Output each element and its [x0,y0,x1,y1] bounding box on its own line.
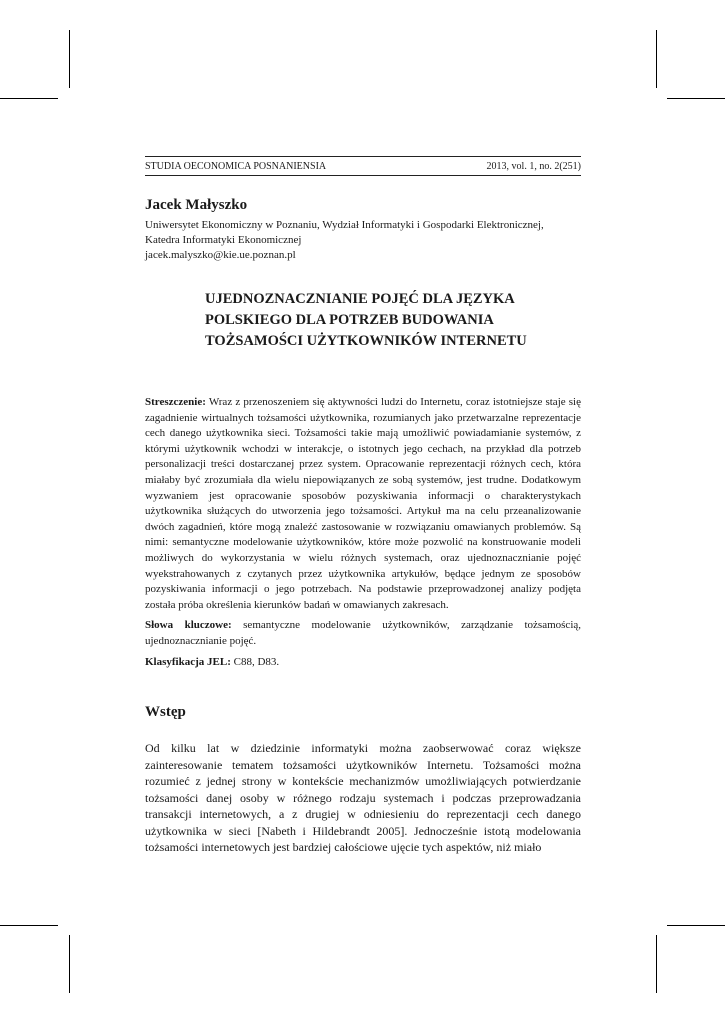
keywords-paragraph [145,618,581,649]
jel-paragraph [145,655,581,671]
header-rule-bottom [145,175,581,176]
jel-text: C88, D83. [233,655,280,668]
section-heading: Wstęp [145,704,186,720]
abstract-block [145,395,581,670]
abstract-text: Wraz z przenoszeniem się aktywności ludzi do Internetu, coraz istotniejsze staje się zagadnienie wirtualnych tożsamości użytkownika, rozumianych jako przetwarzalne reprezentacje cech danego użytkownika sieci. Tożsamości takie mają umożliwić powiadamianie systemów, z którymi użytkownik wchodzi w interakcje, o istotnych jego cechach, na przykład dla potrzeb personalizacji treści dostarczanej przez system. Opracowanie reprezentacji różnych cech, która miałaby być zrozumiała dla wielu niepowiązanych ze sobą systemów, jest trudne. Dodatkowym wyzwaniem jest opracowanie sposobów pozyskiwania informacji o charakterystykach użytkownika służących do utworzenia jego tożsamości. Artykuł ma na celu przeanalizowanie dwóch zagadnień, które mogą znaleźć zastosowanie w rozwiązaniu omawianych problemów. Są nimi: semantyczne modelowanie użytkowników, które może pozwolić na konstruowanie modeli możliwych do wykorzystania w wielu różnych systemach, oraz ujednoznacznianie pojęć wyekstrahowanych z czytanych przez użytkownika artykułów, będące jednym ze sposobów pozyskiwania informacji o jego potrzebach. Na podstawie przeprowadzonej analizy podjęta została próba określenia kierunków badań w omawianych zakresach. [145,396,581,611]
keywords-label: Słowa kluczowe: [145,619,232,632]
crop-mark-bottom-left [69,935,70,993]
journal-name: STUDIA OECONOMICA POSNANIENSIA [145,161,327,172]
running-header [145,160,581,173]
title-line-2: POLSKIEGO DLA POTRZEB BUDOWANIA [205,312,494,328]
title-line-3: TOŻSAMOŚCI UŻYTKOWNIKÓW INTERNETU [205,333,527,349]
affiliation-line-1: Uniwersytet Ekonomiczny w Poznaniu, Wydział Informatyki i Gospodarki Elektronicznej, [145,219,544,231]
title-line-1: UJEDNOZNACZNIANIE POJĘĆ DLA JĘZYKA [205,291,515,307]
affiliation-line-2: Katedra Informatyki Ekonomicznej [145,234,302,246]
crop-mark-top-right-h [667,98,725,99]
abstract-paragraph [145,395,581,613]
section-body: Od kilku lat w dziedzinie informatyki można zaobserwować coraz większe zainteresowanie tematem tożsamości użytkowników Internetu. Tożsamości można rozumieć z jednej strony w kontekście mechanizmów umożliwiających potwierdzanie tożsamości danej osoby w różnego rodzaju systemach i podczas przeprowadzania transakcji internetowych, a z drugiej w odniesieniu do reprezentacji cech danego użytkownika w sieci [Nabeth i Hildebrandt 2005]. Jednocześnie istotą modelowania tożsamości internetowych jest bardziej całościowe ujęcie tych aspektów, niż miało [145,741,581,854]
crop-mark-top-left-h [0,98,58,99]
crop-mark-top-left [69,30,70,88]
crop-mark-top-right [656,30,657,88]
author-name: Jacek Małyszko [145,197,248,213]
issue-info: 2013, vol. 1, no. 2(251) [486,161,581,172]
abstract-label: Streszczenie: [145,396,206,408]
crop-mark-bottom-right-h [667,925,725,926]
crop-mark-bottom-right [656,935,657,993]
author-email: jacek.malyszko@kie.ue.poznan.pl [145,249,296,261]
jel-label: Klasyfikacja JEL: [145,655,231,668]
author-affiliation [145,218,581,263]
header-rule-top [145,156,581,157]
keywords-text: semantyczne modelowanie użytkowników, zarządzanie tożsamością, ujednoznacznianie pojęć. [145,619,582,647]
paper-title [205,289,575,352]
crop-mark-bottom-left-h [0,925,58,926]
